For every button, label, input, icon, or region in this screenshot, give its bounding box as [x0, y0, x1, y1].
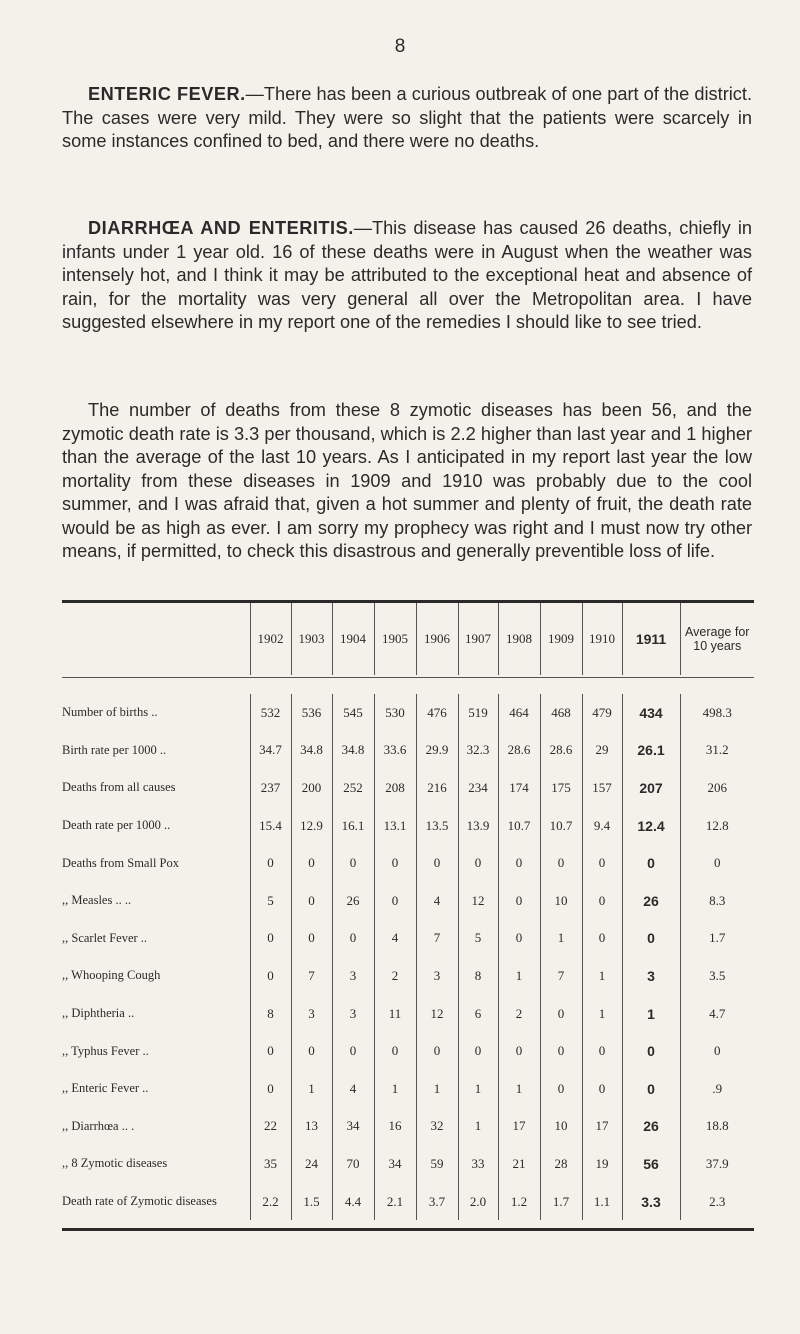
row-label: Birth rate per 1000 .. — [62, 742, 167, 757]
header-year: 1907 — [458, 603, 498, 675]
cell-value: 1.7 — [540, 1183, 582, 1221]
cell-value: 545 — [332, 694, 374, 732]
cell-value: 0 — [540, 1070, 582, 1108]
cell-value: 464 — [498, 694, 540, 732]
cell-value: 216 — [416, 769, 458, 807]
cell-value: 59 — [416, 1145, 458, 1183]
cell-value: 0 — [332, 1032, 374, 1070]
cell-value: 0 — [582, 1070, 622, 1108]
cell-value: 3.7 — [416, 1183, 458, 1221]
cell-1911: 0 — [622, 1032, 680, 1070]
row-label: Deaths from all causes — [62, 780, 176, 795]
cell-value: 32 — [416, 1108, 458, 1146]
cell-value: 1 — [498, 957, 540, 995]
table-header-row — [62, 603, 754, 675]
cell-1911: 26.1 — [622, 732, 680, 770]
cell-value: 33.6 — [374, 732, 416, 770]
cell-value: 12 — [458, 882, 498, 920]
cell-value: 0 — [458, 844, 498, 882]
cell-value: 34.8 — [332, 732, 374, 770]
cell-average: 0 — [680, 844, 754, 882]
header-average: Average for 10 years — [680, 603, 754, 675]
cell-value: 1 — [416, 1070, 458, 1108]
cell-average: 8.3 — [680, 882, 754, 920]
cell-value: 12 — [416, 995, 458, 1033]
cell-value: 0 — [540, 1032, 582, 1070]
table-row — [62, 1183, 754, 1221]
cell-value: 26 — [332, 882, 374, 920]
cell-value: 0 — [416, 1032, 458, 1070]
cell-value: 1 — [582, 957, 622, 995]
cell-value: 0 — [250, 1032, 291, 1070]
row-label: Death rate per 1000 .. — [62, 818, 171, 833]
table-row — [62, 995, 754, 1033]
cell-1911: 12.4 — [622, 807, 680, 845]
cell-value: 13.9 — [458, 807, 498, 845]
cell-value: 70 — [332, 1145, 374, 1183]
cell-average: 2.3 — [680, 1183, 754, 1221]
cell-value: 10.7 — [498, 807, 540, 845]
cell-average: 37.9 — [680, 1145, 754, 1183]
cell-value: 1.5 — [291, 1183, 332, 1221]
table-row — [62, 844, 754, 882]
cell-value: 234 — [458, 769, 498, 807]
cell-average: 12.8 — [680, 807, 754, 845]
header-year: 1905 — [374, 603, 416, 675]
cell-value: 8 — [458, 957, 498, 995]
cell-1911: 1 — [622, 995, 680, 1033]
cell-1911: 0 — [622, 1070, 680, 1108]
table-bottom-rule — [62, 1228, 754, 1231]
cell-value: 0 — [374, 844, 416, 882]
header-year-1911: 1911 — [622, 603, 680, 675]
table-row — [62, 807, 754, 845]
cell-value: 0 — [291, 844, 332, 882]
cell-value: 0 — [458, 1032, 498, 1070]
cell-average: 498.3 — [680, 694, 754, 732]
cell-value: 2.2 — [250, 1183, 291, 1221]
row-label: ,, Diphtheria .. — [62, 1006, 135, 1021]
cell-value: 0 — [498, 844, 540, 882]
cell-value: 15.4 — [250, 807, 291, 845]
cell-value: 11 — [374, 995, 416, 1033]
cell-value: 0 — [291, 920, 332, 958]
header-year: 1906 — [416, 603, 458, 675]
cell-value: 237 — [250, 769, 291, 807]
cell-value: 0 — [582, 882, 622, 920]
row-label: ,, Enteric Fever .. — [62, 1081, 149, 1096]
cell-value: 3 — [291, 995, 332, 1033]
cell-value: 3 — [332, 957, 374, 995]
header-year: 1903 — [291, 603, 332, 675]
cell-value: 2 — [498, 995, 540, 1033]
table-row — [62, 882, 754, 920]
cell-value: 10.7 — [540, 807, 582, 845]
cell-1911: 207 — [622, 769, 680, 807]
table-row — [62, 957, 754, 995]
table-row — [62, 1070, 754, 1108]
cell-value: 22 — [250, 1108, 291, 1146]
cell-average: 1.7 — [680, 920, 754, 958]
cell-value: 1.2 — [498, 1183, 540, 1221]
cell-value: 4 — [374, 920, 416, 958]
cell-value: 0 — [374, 1032, 416, 1070]
cell-1911: 26 — [622, 1108, 680, 1146]
cell-value: 21 — [498, 1145, 540, 1183]
cell-value: 0 — [291, 882, 332, 920]
cell-value: 8 — [250, 995, 291, 1033]
row-label: ,, Scarlet Fever .. — [62, 930, 148, 945]
cell-value: 1 — [374, 1070, 416, 1108]
cell-value: 34 — [332, 1108, 374, 1146]
cell-1911: 3 — [622, 957, 680, 995]
cell-value: 0 — [540, 844, 582, 882]
table-row — [62, 732, 754, 770]
cell-value: 28.6 — [540, 732, 582, 770]
cell-1911: 0 — [622, 920, 680, 958]
table-row — [62, 920, 754, 958]
cell-value: 6 — [458, 995, 498, 1033]
cell-value: 1 — [540, 920, 582, 958]
cell-value: 200 — [291, 769, 332, 807]
cell-value: 476 — [416, 694, 458, 732]
cell-average: 206 — [680, 769, 754, 807]
enteric-fever-text: —There has been a curious outbreak of one part of the district. The cases were very mild. They were so slight that the patients were scarcely in some instances confined to bed, and there were no deaths. — [62, 84, 752, 151]
cell-value: 208 — [374, 769, 416, 807]
header-blank — [62, 603, 250, 675]
cell-average: 4.7 — [680, 995, 754, 1033]
cell-value: 5 — [250, 882, 291, 920]
row-label: ,, Diarrhœa .. . — [62, 1118, 135, 1133]
cell-1911: 3.3 — [622, 1183, 680, 1221]
cell-value: 28.6 — [498, 732, 540, 770]
row-label: Deaths from Small Pox — [62, 855, 180, 870]
diarrhoea-text: —This disease has caused 26 deaths, chiefly in infants under 1 year old. 16 of these deaths were in August when the weather was intensely hot, and I think it may be attributed to the exceptional heat and absence of rain, for the mortality was very general all over the Metropolitan area. I have suggested elsewhere in my report one of the remedies I should like to see tried. — [62, 218, 752, 332]
cell-value: 29.9 — [416, 732, 458, 770]
cell-value: 0 — [250, 957, 291, 995]
cell-value: 24 — [291, 1145, 332, 1183]
row-label: ,, Measles .. .. — [62, 893, 132, 908]
cell-value: 1.1 — [582, 1183, 622, 1221]
cell-average: 18.8 — [680, 1108, 754, 1146]
row-label: ,, Typhus Fever .. — [62, 1043, 149, 1058]
cell-value: 0 — [250, 920, 291, 958]
cell-value: 0 — [582, 844, 622, 882]
cell-value: 468 — [540, 694, 582, 732]
cell-value: 2.1 — [374, 1183, 416, 1221]
cell-value: 13 — [291, 1108, 332, 1146]
cell-value: 19 — [582, 1145, 622, 1183]
cell-value: 532 — [250, 694, 291, 732]
table-row — [62, 1108, 754, 1146]
cell-value: 34.8 — [291, 732, 332, 770]
cell-value: 1 — [498, 1070, 540, 1108]
row-label: ,, 8 Zymotic diseases — [62, 1156, 168, 1171]
row-label: ,, Whooping Cough — [62, 968, 161, 983]
cell-average: .9 — [680, 1070, 754, 1108]
table-row — [62, 769, 754, 807]
cell-1911: 0 — [622, 844, 680, 882]
row-label: Death rate of Zymotic diseases — [62, 1194, 217, 1209]
cell-value: 28 — [540, 1145, 582, 1183]
cell-value: 7 — [416, 920, 458, 958]
cell-value: 0 — [498, 1032, 540, 1070]
diarrhoea-heading: DIARRHŒA AND ENTERITIS. — [88, 218, 354, 238]
cell-value: 10 — [540, 1108, 582, 1146]
cell-value: 4.4 — [332, 1183, 374, 1221]
zymotic-paragraph — [62, 399, 752, 564]
cell-average: 3.5 — [680, 957, 754, 995]
cell-1911: 434 — [622, 694, 680, 732]
cell-value: 1 — [291, 1070, 332, 1108]
header-year: 1910 — [582, 603, 622, 675]
cell-value: 1 — [582, 995, 622, 1033]
zymotic-text: The number of deaths from these 8 zymotic diseases has been 56, and the zymotic death rate is 3.3 per thousand, which is 2.2 higher than last year and 1 higher than the average of the last 10 years. As I anticipated in my report last year the low mortality from these diseases in 1909 and 1910 was probably due to the cool summer, and I was afraid that, given a hot summer and plenty of fruit, the death rate would be as high as ever. I am sorry my prophecy was right and I must now try other means, if permitted, to check this disastrous and generally preventible loss of life. — [62, 400, 752, 561]
cell-value: 3 — [416, 957, 458, 995]
cell-value: 0 — [540, 995, 582, 1033]
cell-value: 10 — [540, 882, 582, 920]
cell-value: 0 — [416, 844, 458, 882]
cell-value: 12.9 — [291, 807, 332, 845]
cell-value: 157 — [582, 769, 622, 807]
cell-value: 174 — [498, 769, 540, 807]
cell-value: 0 — [250, 1070, 291, 1108]
cell-value: 0 — [582, 920, 622, 958]
cell-value: 4 — [332, 1070, 374, 1108]
cell-value: 0 — [291, 1032, 332, 1070]
cell-value: 13.5 — [416, 807, 458, 845]
cell-value: 16 — [374, 1108, 416, 1146]
cell-value: 7 — [291, 957, 332, 995]
cell-average: 31.2 — [680, 732, 754, 770]
header-year: 1908 — [498, 603, 540, 675]
table-row — [62, 1145, 754, 1183]
cell-value: 252 — [332, 769, 374, 807]
cell-value: 530 — [374, 694, 416, 732]
cell-value: 32.3 — [458, 732, 498, 770]
enteric-fever-heading: ENTERIC FEVER. — [88, 84, 246, 104]
cell-value: 0 — [498, 882, 540, 920]
cell-value: 9.4 — [582, 807, 622, 845]
cell-value: 1 — [458, 1108, 498, 1146]
cell-value: 536 — [291, 694, 332, 732]
cell-value: 1 — [458, 1070, 498, 1108]
cell-value: 33 — [458, 1145, 498, 1183]
cell-value: 17 — [582, 1108, 622, 1146]
cell-value: 0 — [582, 1032, 622, 1070]
cell-1911: 26 — [622, 882, 680, 920]
cell-value: 29 — [582, 732, 622, 770]
cell-value: 0 — [374, 882, 416, 920]
cell-value: 13.1 — [374, 807, 416, 845]
cell-1911: 56 — [622, 1145, 680, 1183]
cell-value: 35 — [250, 1145, 291, 1183]
cell-value: 0 — [498, 920, 540, 958]
cell-value: 479 — [582, 694, 622, 732]
cell-value: 0 — [332, 920, 374, 958]
header-year: 1904 — [332, 603, 374, 675]
cell-value: 0 — [250, 844, 291, 882]
cell-value: 7 — [540, 957, 582, 995]
cell-value: 2 — [374, 957, 416, 995]
page-number: 8 — [394, 36, 406, 57]
cell-value: 34 — [374, 1145, 416, 1183]
header-year: 1902 — [250, 603, 291, 675]
table-row — [62, 1032, 754, 1070]
cell-value: 34.7 — [250, 732, 291, 770]
cell-value: 5 — [458, 920, 498, 958]
cell-value: 2.0 — [458, 1183, 498, 1221]
cell-value: 0 — [332, 844, 374, 882]
table-body — [62, 678, 754, 1229]
table-row — [62, 694, 754, 732]
cell-value: 519 — [458, 694, 498, 732]
statistics-table — [62, 600, 754, 1231]
row-label: Number of births .. — [62, 705, 158, 720]
cell-average: 0 — [680, 1032, 754, 1070]
cell-value: 3 — [332, 995, 374, 1033]
enteric-fever-paragraph — [62, 83, 752, 154]
cell-value: 4 — [416, 882, 458, 920]
cell-value: 16.1 — [332, 807, 374, 845]
cell-value: 17 — [498, 1108, 540, 1146]
header-year: 1909 — [540, 603, 582, 675]
cell-value: 175 — [540, 769, 582, 807]
diarrhoea-paragraph — [62, 217, 752, 335]
